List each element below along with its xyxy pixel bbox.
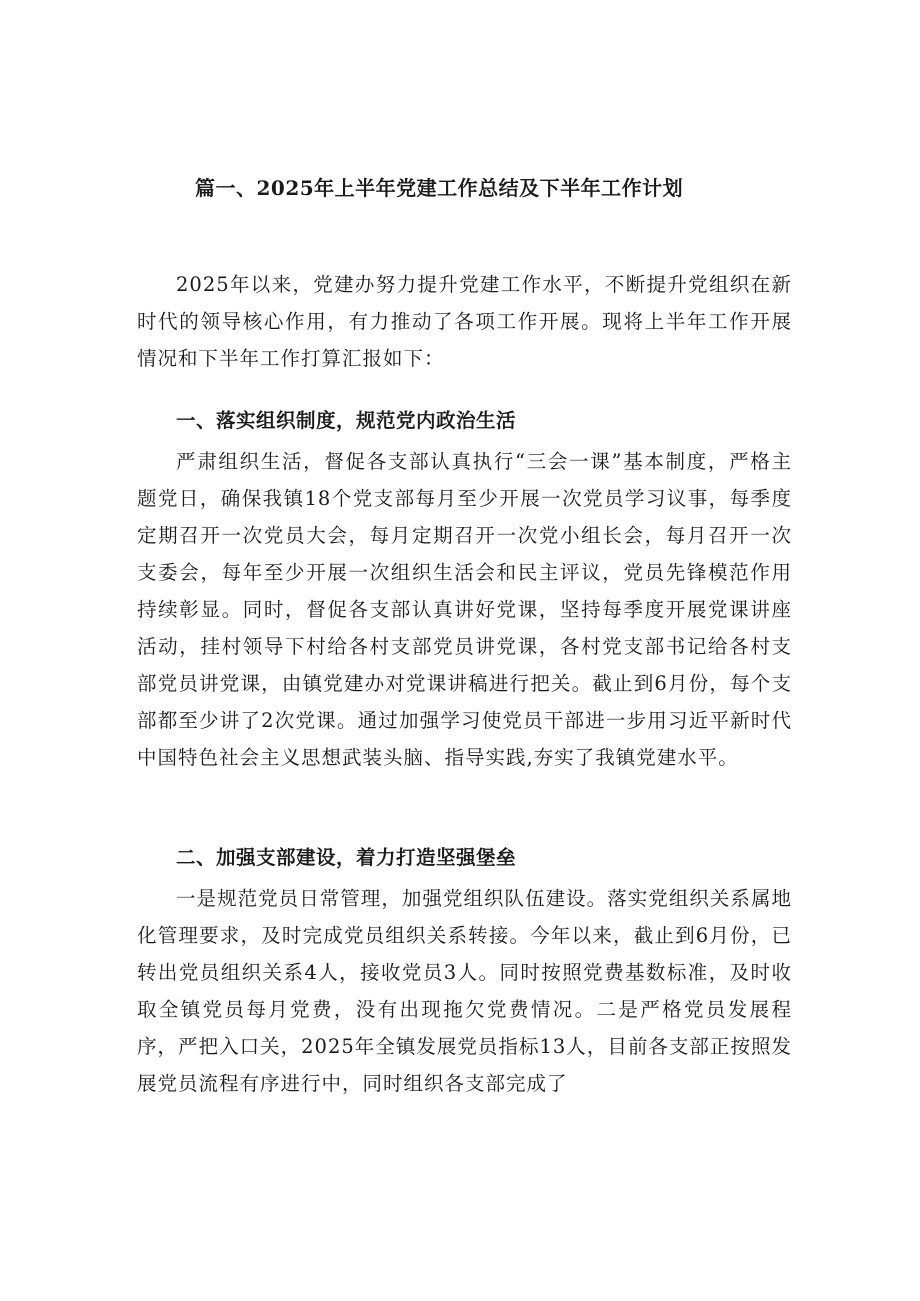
section-paragraph-1: 严肃组织生活，督促各支部认真执行“三会一课”基本制度，严格主题党日，确保我镇18个党支部每月至少开展一次党员学习议事，每季度定期召开一次党员大会，每月定期召开一次党小组长会，每月召开一次支委会，每年至少开展一次组织生活会和民主评议，党员先锋模范作用持续彰显。同时，督促各支部认真讲好党课，坚持每季度开展党课讲座活动，挂村领导下村给各村支部党员讲党课，各村党支部书记给各村支部党员讲党课，由镇党建办对党课讲稿进行把关。截止到6月份，每个支部都至少讲了2次党课。通过加强学习使党员干部进一步用习近平新时代中国特色社会主义思想武装头脑、指导实践,夯实了我镇党建水平。 xyxy=(137,450,792,769)
intro-paragraph: 2025年以来，党建办努力提升党建工作水平，不断提升党组织在新时代的领导核心作用，有力推动了各项工作开展。现将上半年工作开展情况和下半年工作打算汇报如下： xyxy=(137,273,792,370)
section-heading-2: 二、加强支部建设，着力打造坚强堡垒 xyxy=(176,846,517,869)
section-heading-1: 一、落实组织制度，规范党内政治生活 xyxy=(176,409,517,432)
section-paragraph-2: 一是规范党员日常管理，加强党组织队伍建设。落实党组织关系属地化管理要求，及时完成党员组织关系转接。今年以来，截止到6月份，已转出党员组织关系4人，接收党员3人。同时按照党费基数标准，及时收取全镇党员每月党费，没有出现拖欠党费情况。二是严格党员发展程序，严把入口关，2025年全镇发展党员指标13人，目前各支部正按照发展党员流程有序进行中，同时组织各支部完成了 xyxy=(137,887,792,1095)
document-title: 篇一、2025年上半年党建工作总结及下半年工作计划 xyxy=(195,176,684,200)
